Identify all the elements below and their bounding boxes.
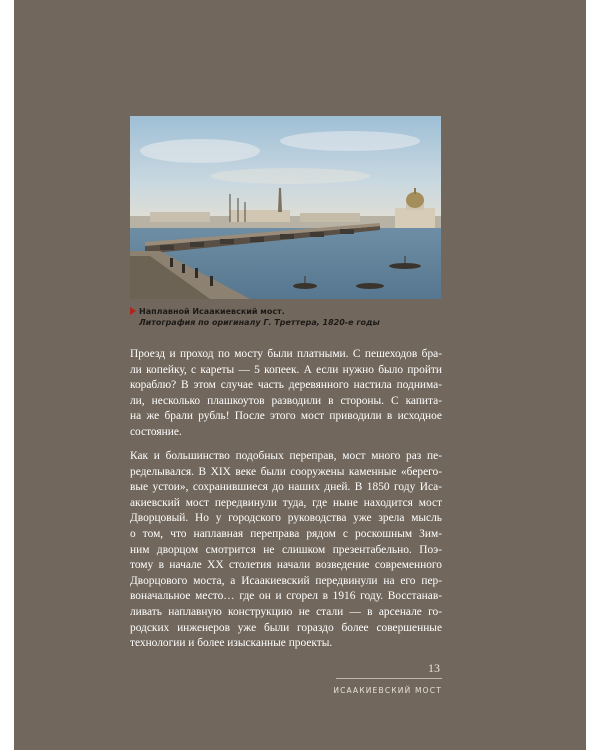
running-head: ИСААКИЕВСКИЙ МОСТ [333, 686, 442, 695]
text-line: тому в начале XX столетия начали возведение современного [130, 559, 442, 572]
text-line: ределывался. В XIX веке были сооружены каменные «берего- [130, 465, 442, 478]
footer-divider [336, 678, 442, 679]
paragraph-2 [130, 449, 442, 652]
paragraph-1 [130, 347, 442, 441]
text-line: ли копейку, с кареты — 5 копеек. А если нужно было пройти [130, 363, 442, 376]
text-line: о том, что наплавная переправа рядом с роскошным Зим- [130, 527, 442, 540]
page-number: 13 [428, 661, 440, 675]
caption-title: Наплавной Исаакиевский мост. [139, 307, 285, 316]
text-line: родских инженеров уже были гораздо более совершенные [130, 621, 442, 634]
text-line: акиевский мост передвинули туда, где ныне находится мост [130, 496, 442, 509]
text-line: Как и большинство подобных переправ, мост много раз пе- [130, 450, 442, 462]
text-line: Проезд и проход по мосту были платными. С пешеходов бра- [130, 348, 442, 360]
lithograph-image [130, 116, 441, 299]
text-line: ним дворцом смотрится не слишком презентабельно. Поэ- [130, 543, 442, 556]
text-line: Дворцового моста, а Исаакиевский передвинули на его пер- [130, 574, 442, 587]
text-line: ливать наплавную конструкцию не стали — в арсенале го- [130, 605, 442, 618]
figure-caption [139, 306, 459, 328]
text-line: на же брали рубль! После этого мост приводили в исходное [130, 410, 442, 423]
text-line: Дворцовый. Но у городского руководства уже зрела мысль [130, 512, 442, 525]
text-line: состояние. [130, 425, 182, 438]
caption-credit: Литография по оригиналу Г. Треттера, 1820-е годы [139, 318, 380, 327]
text-line: кораблю? В этом случае часть деревянного настила поднима- [130, 379, 442, 392]
text-line: воначальное место… где он и сгорел в 1916 году. Восстанав- [130, 590, 442, 603]
bridge-lithograph-illustration [130, 116, 441, 299]
text-line: ли, несколько плашкоутов разводили в стороны. С капита- [130, 394, 442, 407]
caption-marker-icon [130, 307, 136, 315]
text-line: технологии и более изысканные проекты. [130, 637, 333, 650]
text-line: вые устои», сохранившиеся до наших дней. В 1850 году Иса- [130, 481, 442, 494]
